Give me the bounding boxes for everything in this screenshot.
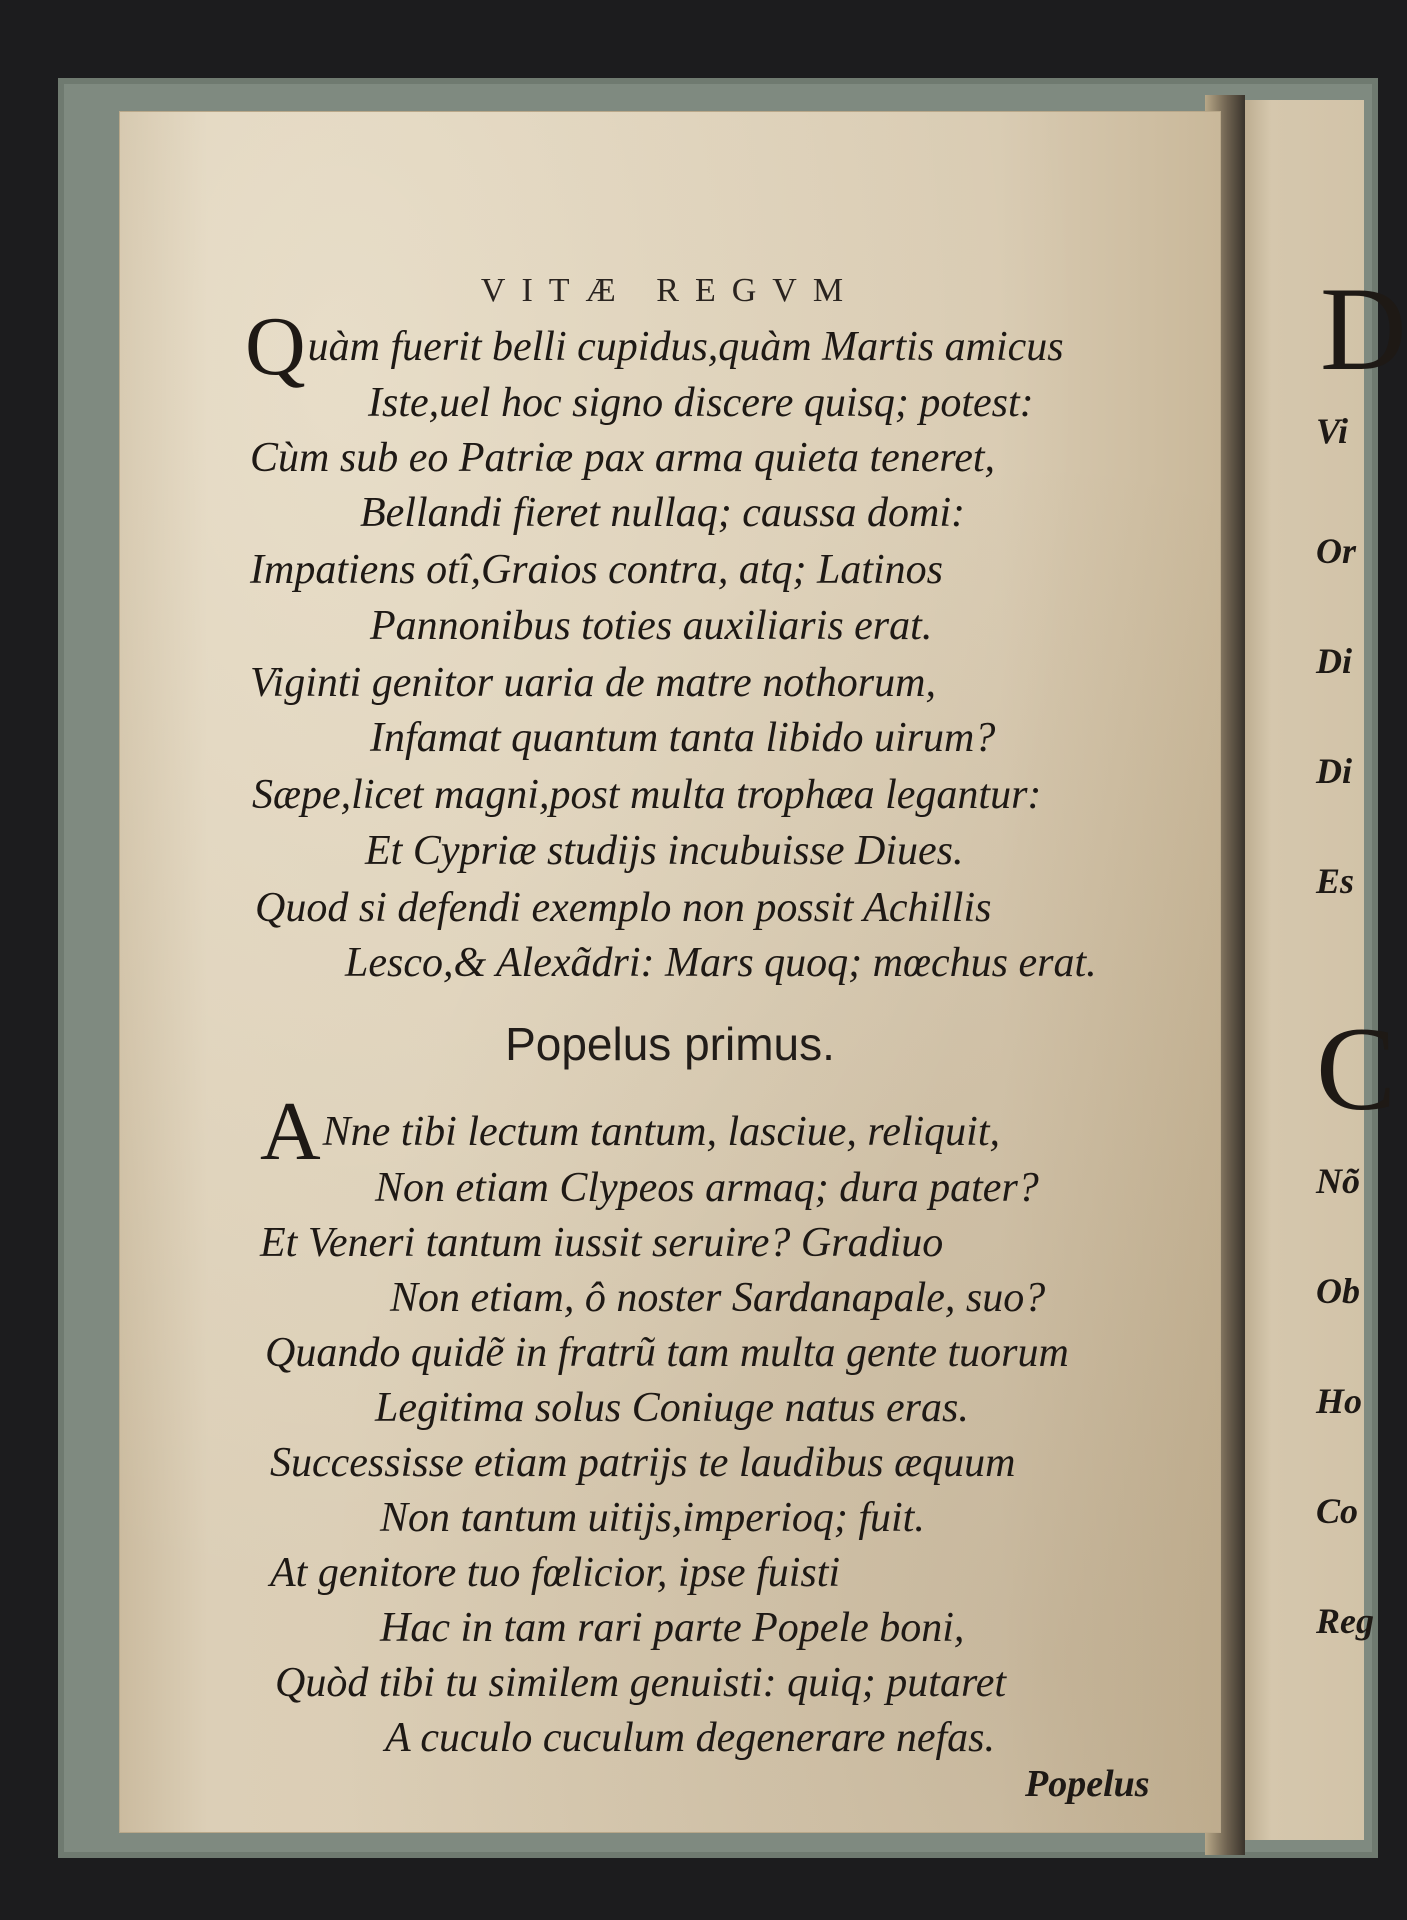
verse-line: Quando quidẽ in fratrũ tam multa gente tuorum [265, 1330, 1069, 1376]
verse-line: Non etiam Clypeos armaq; dura pater? [375, 1165, 1039, 1211]
drop-cap-q: Q [245, 300, 306, 393]
verse-line: Et Veneri tantum iussit seruire? Gradiuo [260, 1220, 944, 1266]
verse-line: Successisse etiam patrijs te laudibus æquum [270, 1440, 1016, 1486]
facing-line-4: Di [1316, 751, 1352, 791]
verse-line: Non etiam, ô noster Sardanapale, suo? [390, 1275, 1046, 1321]
left-page [120, 112, 1220, 1832]
facing-line-1: Vi [1316, 411, 1349, 451]
facing-big-letter-1: D [1320, 262, 1407, 395]
verse-line: Quòd tibi tu similem genuisti: quiq; putaret [275, 1660, 1007, 1706]
facing-line-5: Es [1316, 861, 1355, 901]
verse-line: Pannonibus toties auxiliaris erat. [370, 603, 933, 649]
poem-text [120, 112, 1220, 1832]
verse-line: ANne tibi lectum tantum, lasciue, reliquit, [260, 1085, 1001, 1178]
facing-line-3: Di [1316, 641, 1352, 681]
verse-line: Quod si defendi exemplo non possit Achillis [255, 885, 992, 931]
verse-line: Iste,uel hoc signo discere quisq; potest: [368, 380, 1034, 426]
facing-line-8: Ho [1316, 1381, 1363, 1421]
running-head: VITÆ REGVM [480, 272, 860, 309]
verse-line: Hac in tam rari parte Popele boni, [380, 1605, 965, 1651]
facing-line-2: Or [1316, 531, 1357, 571]
facing-page [1240, 100, 1407, 1840]
verse-line: Cùm sub eo Patriæ pax arma quieta teneret, [250, 435, 996, 481]
verse-line: Non tantum uitijs,imperioq; fuit. [380, 1495, 925, 1541]
verse-line: Quàm fuerit belli cupidus,quàm Martis amicus [245, 300, 1064, 393]
verse-line: Legitima solus Coniuge natus eras. [375, 1385, 969, 1431]
verse-line: Infamat quantum tanta libido uirum? [370, 715, 996, 761]
verse-line: Lesco,& Alexãdri: Mars quoq; mœchus erat. [345, 940, 1097, 986]
facing-big-letter-2: C [1316, 1002, 1397, 1135]
verse-line: At genitore tuo fœlicior, ipse fuisti [270, 1550, 841, 1596]
facing-line-9: Co [1316, 1491, 1359, 1531]
verse-line: A cuculo cuculum degenerare nefas. [385, 1715, 995, 1761]
drop-cap-a: A [260, 1085, 321, 1178]
catchword: Popelus [1025, 1763, 1150, 1805]
verse-line: Et Cypriæ studijs incubuisse Diues. [365, 828, 964, 874]
facing-line-6: Nõ [1316, 1161, 1360, 1201]
verse-line: Bellandi fieret nullaq; caussa domi: [360, 490, 966, 536]
facing-line-10: Reg [1316, 1601, 1374, 1641]
facing-line-7: Ob [1316, 1271, 1360, 1311]
verse-line: Impatiens otî,Graios contra, atq; Latinos [250, 547, 944, 593]
section-heading: Popelus primus. [505, 1018, 835, 1070]
verse-line: Sæpe,licet magni,post multa trophæa legantur: [252, 772, 1042, 818]
verse-line: Viginti genitor uaria de matre nothorum, [250, 660, 936, 706]
